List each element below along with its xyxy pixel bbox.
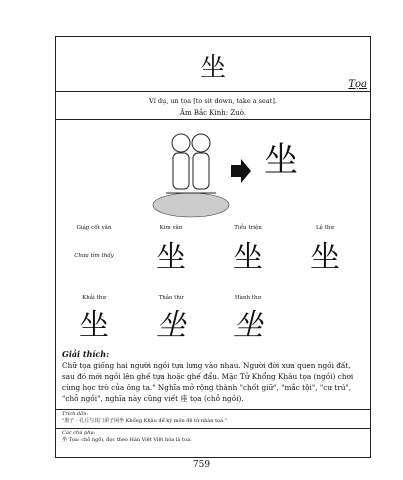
- citation-text: "墨子 · 孔丘与其门弟子闲坐 Khổng Khâu để kỳ môn đệ tử nhàn tọa.": [62, 418, 227, 424]
- notes-text: 坐 Tọa: chỗ ngồi, đọc theo Hán Việt Việt hóa là toà.: [62, 437, 192, 443]
- pictograph-glyph: 坐: [264, 140, 298, 180]
- thao-thu-glyph: 坐: [156, 308, 186, 343]
- script-label: Tiểu triện: [234, 225, 262, 231]
- script-label: Giáp cốt văn: [76, 225, 112, 231]
- notes-label: Các chú phụ:: [62, 430, 96, 436]
- tieu-trien-glyph: 坐: [233, 240, 263, 275]
- notes: [62, 430, 364, 444]
- script-label: Khải thư: [82, 295, 106, 301]
- citation: [62, 411, 364, 425]
- example-text: Ví dụ, un tọa [to sit down, take a seat].: [149, 97, 277, 105]
- arrow-icon: [231, 159, 251, 183]
- hanh-thu-glyph: 坐: [233, 308, 263, 343]
- script-label: Thảo thư: [158, 295, 184, 301]
- beijing-reading: Âm Bắc Kinh: Zuò.: [179, 109, 247, 117]
- explanation: [62, 349, 364, 404]
- divider: [56, 428, 370, 429]
- le-thu-glyph: 坐: [310, 240, 340, 275]
- not-found-note: Chưa tìm thấy: [74, 253, 114, 259]
- script-label: Hành thư: [234, 295, 262, 301]
- explanation-body: Chữ tọa giống hai người ngồi tựa lưng vào nhau. Người đời xưa quen ngồi đất, sau đó mới ngồi lên ghế tựa hoặc ghế đẩu. Mặc Tử Khổng Khâu tọa (ngồi) chơi cùng học trò của ông ta." Nghĩa mở rộng thành "chốt giữ", "mắc tội", "cư trú", "chỗ ngồi", nghĩa này cũng viết 座 tọa (chỗ ngồi).: [62, 361, 354, 403]
- script-label: Lệ thư: [316, 225, 334, 231]
- khai-thu-glyph: 坐: [79, 308, 109, 343]
- divider: [56, 119, 370, 120]
- header-character: 坐: [199, 53, 226, 83]
- divider: [56, 91, 370, 92]
- divider: [56, 409, 370, 410]
- script-label: Kim văn: [159, 225, 183, 231]
- kim-van-glyph: 坐: [156, 240, 186, 275]
- page-frame: [55, 36, 371, 458]
- romanization: Tọa: [348, 79, 367, 90]
- citation-label: Trích dẫn:: [62, 411, 89, 417]
- page-number: 759: [192, 460, 211, 470]
- explanation-title: Giải thích:: [62, 349, 110, 359]
